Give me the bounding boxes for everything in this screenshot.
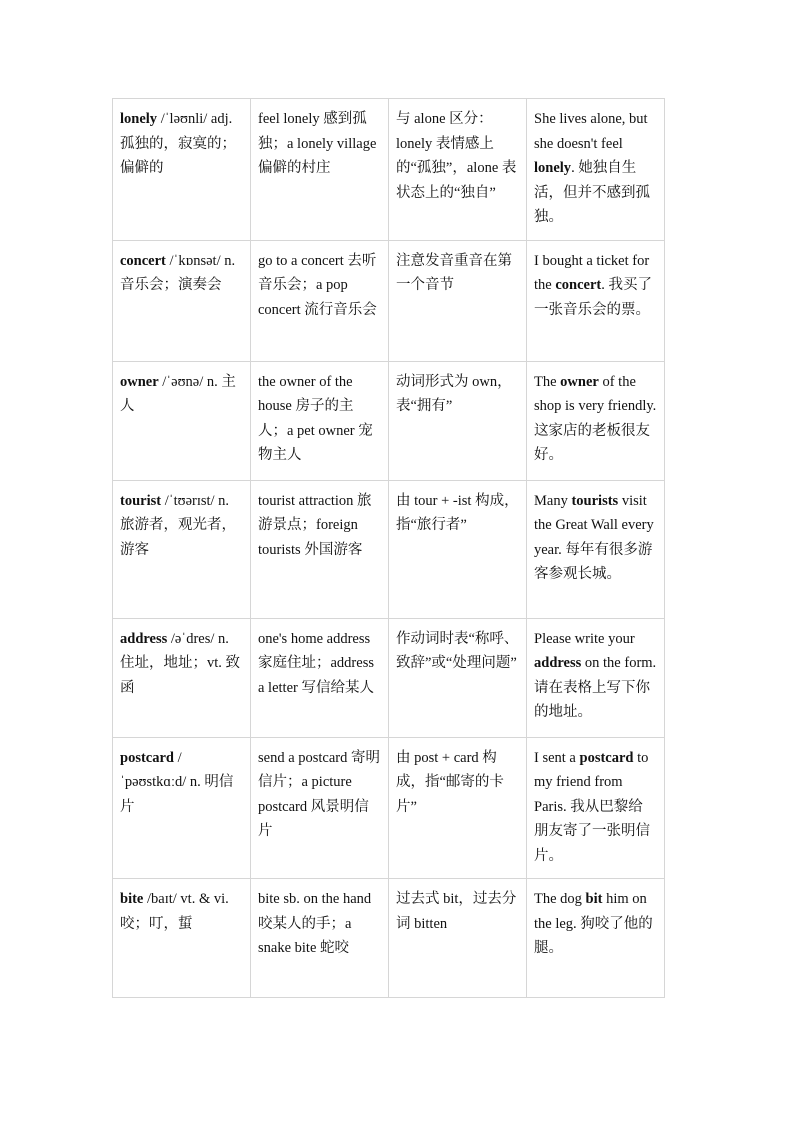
word-definition: /ˈləʊnli/ adj. 孤独的，寂寞的；偏僻的 <box>120 111 236 176</box>
collocation-cell <box>251 618 389 737</box>
example-headword: bit <box>585 891 603 907</box>
collocation-cell <box>251 480 389 618</box>
note-cell <box>389 618 527 737</box>
note-cell <box>389 99 527 241</box>
headword: owner <box>120 373 159 390</box>
example-text-pre: I bought a ticket for the <box>534 252 650 293</box>
headword: address <box>120 630 168 647</box>
word-cell <box>113 618 251 737</box>
example-cell <box>527 618 665 737</box>
note-cell <box>389 879 527 998</box>
headword: lonely <box>120 111 158 127</box>
example-text-post: . 我买了一张音乐会的票。 <box>534 277 652 318</box>
table-row <box>113 240 665 361</box>
example-headword: postcard <box>579 749 634 766</box>
example-text-pre: She lives alone, but she doesn't feel <box>534 111 648 152</box>
word-cell <box>113 480 251 618</box>
word-definition: /ˈtʊərɪst/ n. 旅游者，观光者，游客 <box>120 492 236 558</box>
example-cell <box>527 99 665 241</box>
word-cell <box>113 879 251 998</box>
document-page <box>112 98 664 998</box>
example-text-post: visit the Great Wall every year. 每年有很多游客参观长城。 <box>534 492 654 582</box>
example-cell <box>527 361 665 480</box>
usage-note: 过去式 bit，过去分词 bitten <box>396 891 517 932</box>
usage-note: 由 tour + -ist 构成，指“旅行者” <box>396 492 519 533</box>
word-cell <box>113 361 251 480</box>
headword: tourist <box>120 492 162 509</box>
usage-note: 由 post + card 构成，指“邮寄的卡片” <box>396 749 504 815</box>
table-row <box>113 361 665 480</box>
collocations: go to a concert 去听音乐会；a pop concert 流行音乐会 <box>258 252 377 318</box>
table-row <box>113 879 665 998</box>
collocation-cell <box>251 737 389 879</box>
example-text-pre: I sent a <box>534 749 580 766</box>
usage-note: 注意发音重音在第一个音节 <box>396 252 512 293</box>
collocation-cell <box>251 99 389 241</box>
example-text-pre: The <box>534 373 561 390</box>
collocations: the owner of the house 房子的主人；a pet owner 宠物主人 <box>258 373 373 463</box>
collocations: send a postcard 寄明信片；a picture postcard 风景明信片 <box>258 749 381 839</box>
example-text-pre: The dog <box>534 891 586 907</box>
word-definition: /ˈkɒnsət/ n. 音乐会；演奏会 <box>120 252 236 293</box>
table-row <box>113 737 665 879</box>
example-text-post: on the form. 请在表格上写下你的地址。 <box>534 655 657 720</box>
note-cell <box>389 361 527 480</box>
collocations: tourist attraction 旅游景点；foreign tourists 外国游客 <box>258 492 372 558</box>
usage-note: 与 alone 区分：lonely 表情感上的“孤独”，alone 表状态上的“独自” <box>396 111 517 201</box>
example-headword: tourists <box>571 492 619 509</box>
word-definition: /baɪt/ vt. & vi. 咬；叮，蜇 <box>120 891 229 932</box>
word-definition: /ˈəʊnə/ n. 主人 <box>120 373 236 414</box>
example-text-post: to my friend from Paris. 我从巴黎给朋友寄了一张明信片。 <box>534 749 650 864</box>
word-definition: /əˈdres/ n. 住址，地址；vt. 致函 <box>120 630 241 696</box>
collocations: one's home address 家庭住址；address a letter 写信给某人 <box>258 630 374 696</box>
collocations: feel lonely 感到孤独；a lonely village 偏僻的村庄 <box>258 111 377 176</box>
example-headword: lonely <box>534 160 572 176</box>
headword: bite <box>120 891 144 907</box>
word-definition: /ˈpəʊstkɑːd/ n. 明信片 <box>120 749 234 815</box>
example-cell <box>527 480 665 618</box>
table-row <box>113 618 665 737</box>
word-cell <box>113 737 251 879</box>
example-cell <box>527 879 665 998</box>
example-headword: concert <box>555 277 602 293</box>
usage-note: 作动词时表“称呼、致辞”或“处理问题” <box>396 630 519 671</box>
vocabulary-table-body <box>113 99 665 998</box>
example-headword: address <box>534 655 582 671</box>
headword: postcard <box>120 749 174 766</box>
usage-note: 动词形式为 own，表“拥有” <box>396 373 512 414</box>
example-headword: owner <box>560 373 599 390</box>
table-row <box>113 480 665 618</box>
headword: concert <box>120 252 166 269</box>
example-text-post: of the shop is very friendly. 这家店的老板很友好。 <box>534 373 657 463</box>
note-cell <box>389 240 527 361</box>
example-text-pre: Many <box>534 492 572 509</box>
collocation-cell <box>251 361 389 480</box>
collocation-cell <box>251 240 389 361</box>
table-row <box>113 99 665 241</box>
note-cell <box>389 737 527 879</box>
collocation-cell <box>251 879 389 998</box>
collocations: bite sb. on the hand 咬某人的手；a snake bite 蛇咬 <box>258 891 372 956</box>
example-cell <box>527 240 665 361</box>
example-text-pre: Please write your <box>534 630 635 647</box>
example-text-post: . 她独自生活，但并不感到孤独。 <box>534 160 650 225</box>
vocabulary-table <box>112 98 665 998</box>
example-cell <box>527 737 665 879</box>
word-cell <box>113 99 251 241</box>
note-cell <box>389 480 527 618</box>
word-cell <box>113 240 251 361</box>
example-text-post: him on the leg. 狗咬了他的腿。 <box>534 891 653 956</box>
